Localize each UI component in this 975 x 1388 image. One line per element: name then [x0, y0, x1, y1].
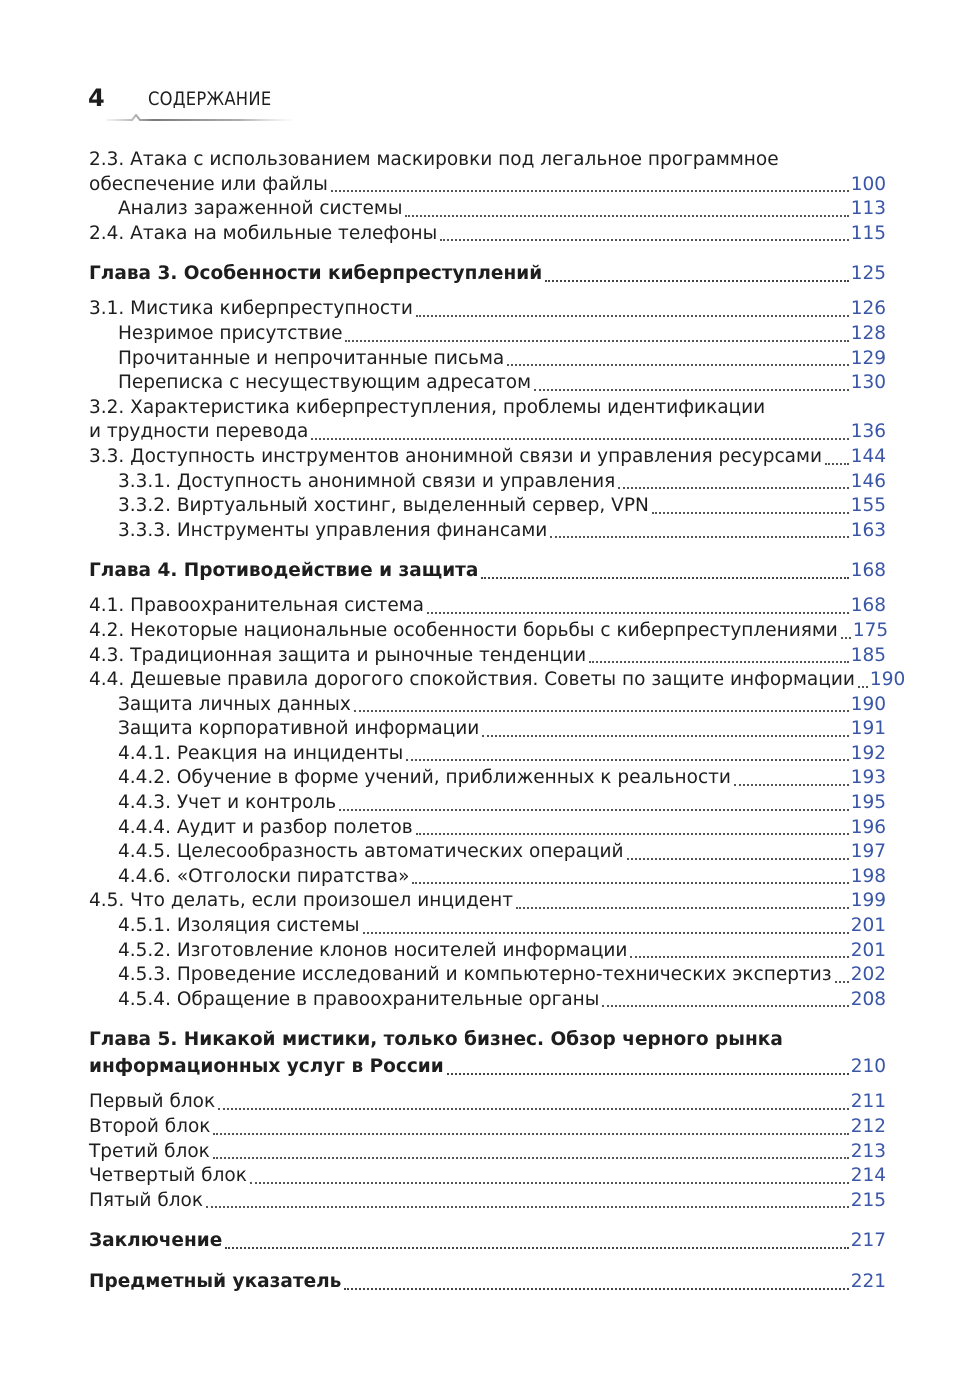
toc-entry[interactable] — [89, 644, 886, 669]
toc-entry[interactable] — [89, 1189, 886, 1214]
toc-entry-title: 4.3. Традиционная защита и рыночные тенденции — [89, 644, 587, 666]
toc-entry[interactable] — [89, 865, 886, 890]
toc-entry-title: Переписка с несуществующим адресатом — [118, 372, 532, 394]
toc-entry[interactable] — [89, 396, 886, 421]
toc-leader-dots — [416, 315, 849, 317]
toc-entry[interactable] — [89, 222, 886, 247]
header-rule-decoration — [106, 114, 296, 126]
toc-leader-dots — [344, 1288, 848, 1290]
toc-chapter-entry[interactable] — [89, 1227, 886, 1254]
toc-entry[interactable] — [89, 889, 886, 914]
toc-entry[interactable] — [89, 988, 886, 1013]
toc-leader-dots — [250, 1182, 849, 1184]
toc-leader-dots — [405, 215, 848, 217]
toc-entry-title: Защита личных данных — [118, 693, 351, 715]
toc-gap — [89, 1012, 886, 1026]
toc-entry[interactable] — [89, 197, 886, 222]
toc-entry-title: 4.4.5. Целесообразность автоматических операций — [118, 841, 624, 863]
toc-gap — [89, 1254, 886, 1268]
toc-gap — [89, 584, 886, 594]
toc-leader-dots — [618, 487, 848, 489]
toc-page-number[interactable]: 214 — [850, 1165, 886, 1187]
toc-page-number[interactable]: 199 — [850, 890, 886, 912]
toc-entry-title: 2.3. Атака с использованием маскировки под легальное программное — [89, 149, 779, 170]
toc-entry[interactable] — [89, 1140, 886, 1165]
toc-page-number[interactable]: 144 — [850, 445, 886, 467]
toc-entry[interactable] — [89, 494, 886, 519]
toc-page-number[interactable]: 198 — [850, 865, 886, 887]
toc-leader-dots — [516, 907, 849, 909]
toc-leader-dots — [545, 280, 849, 282]
toc-leader-dots — [225, 1247, 848, 1249]
toc-entry-title: 3.3.3. Инструменты управления финансами — [118, 519, 548, 541]
toc-page-number[interactable]: 202 — [850, 964, 886, 986]
toc-entry-title: обеспечение или файлы — [89, 173, 328, 195]
toc-entry-title: Второй блок — [89, 1116, 211, 1137]
toc-leader-dots — [652, 512, 849, 514]
toc-entry-title: Глава 5. Никакой мистики, только бизнес. Обзор черного рынка — [89, 1029, 783, 1051]
toc-leader-dots — [507, 364, 848, 366]
toc-page-number[interactable]: 217 — [850, 1230, 886, 1252]
toc-entry[interactable] — [89, 420, 886, 445]
toc-entry[interactable] — [89, 1090, 886, 1115]
toc-leader-dots — [440, 239, 848, 241]
toc-page-number[interactable]: 115 — [850, 222, 886, 244]
toc-entry[interactable] — [89, 693, 886, 718]
toc-entry-title: Четвертый блок — [89, 1165, 247, 1187]
toc-leader-dots — [734, 784, 849, 786]
toc-chapter-entry[interactable] — [89, 260, 886, 287]
toc-page-number[interactable]: 192 — [850, 742, 886, 764]
toc-entry-title: 3.3.1. Доступность анонимной связи и управления — [118, 470, 616, 492]
toc-leader-dots — [354, 710, 849, 712]
toc-page-number[interactable]: 125 — [850, 263, 886, 285]
toc-leader-dots — [447, 1073, 849, 1075]
toc-page-number[interactable]: 175 — [852, 619, 889, 641]
toc-entry[interactable] — [89, 939, 886, 964]
toc-leader-dots — [481, 577, 848, 579]
toc-page-number[interactable]: 155 — [850, 495, 886, 517]
toc-entry-title: 4.5.2. Изготовление клонов носителей информации — [118, 939, 628, 961]
toc-entry-title: 2.4. Атака на мобильные телефоны — [89, 222, 438, 244]
toc-page-number[interactable]: 196 — [850, 816, 886, 838]
toc-leader-dots — [534, 389, 849, 391]
toc-entry[interactable] — [89, 148, 886, 173]
toc-page-number[interactable]: 100 — [850, 173, 886, 195]
toc-page-number[interactable]: 128 — [850, 322, 886, 344]
toc-entry[interactable] — [89, 766, 886, 791]
toc-entry-title: информационных услуг в России — [89, 1056, 444, 1078]
toc-page-number[interactable]: 201 — [850, 939, 886, 961]
toc-leader-dots — [482, 735, 848, 737]
toc-page-number[interactable]: 126 — [850, 298, 886, 320]
toc-page-number[interactable]: 163 — [850, 519, 886, 541]
toc-page-number[interactable]: 215 — [850, 1189, 886, 1211]
toc-entry-title: 4.5.1. Изоляция системы — [118, 915, 360, 937]
toc-page-number[interactable]: 190 — [850, 693, 886, 715]
toc-leader-dots — [602, 1005, 848, 1007]
toc-entry[interactable] — [89, 371, 886, 396]
toc-entry-title: 4.4.1. Реакция на инциденты — [118, 742, 404, 764]
toc-leader-dots — [825, 463, 849, 465]
toc-entry[interactable] — [89, 742, 886, 767]
toc-entry-title: 4.5.4. Обращение в правоохранительные органы — [118, 988, 600, 1010]
toc-entry-title: 4.4. Дешевые правила дорогого спокойствия. Советы по защите информации — [89, 669, 855, 691]
toc-chapter-entry[interactable] — [89, 557, 886, 584]
toc-chapter-entry[interactable] — [89, 1268, 886, 1295]
toc-page-number[interactable]: 193 — [850, 767, 886, 789]
toc-page-number[interactable]: 190 — [869, 669, 906, 691]
toc-page-number[interactable]: 168 — [850, 595, 886, 617]
toc-entry-title: 4.1. Правоохранительная система — [89, 595, 425, 617]
toc-entry-title: Глава 3. Особенности киберпреступлений — [89, 263, 543, 285]
toc-gap — [89, 287, 886, 297]
toc-entry-title: Заключение — [89, 1230, 223, 1252]
toc-entry[interactable] — [89, 347, 886, 372]
toc-gap — [89, 1080, 886, 1090]
toc-entry-title: 3.3.2. Виртуальный хостинг, выделенный сервер, VPN — [118, 495, 649, 517]
toc-page-number[interactable]: 197 — [850, 841, 886, 863]
toc-leader-dots — [589, 661, 849, 663]
toc-entry[interactable] — [89, 963, 886, 988]
toc-entry-title: 3.3. Доступность инструментов анонимной связи и управления ресурсами — [89, 445, 822, 467]
toc-page-number[interactable]: 208 — [850, 988, 886, 1010]
toc-gap — [89, 543, 886, 557]
toc-page-number[interactable]: 168 — [850, 560, 886, 582]
toc-entry-title: 4.4.4. Аудит и разбор полетов — [118, 816, 413, 838]
toc-entry[interactable] — [89, 717, 886, 742]
toc-entry[interactable] — [89, 322, 886, 347]
toc-chapter-entry[interactable] — [89, 1053, 886, 1080]
toc-leader-dots — [630, 956, 848, 958]
toc-leader-dots — [416, 833, 849, 835]
toc-entry-title: 4.5. Что делать, если произошел инцидент — [89, 890, 514, 912]
toc-page-number[interactable]: 195 — [850, 792, 886, 814]
toc-leader-dots — [339, 809, 849, 811]
toc-leader-dots — [213, 1157, 849, 1159]
toc-page-number[interactable]: 130 — [850, 372, 886, 394]
toc-page-number[interactable]: 211 — [850, 1091, 886, 1113]
toc-entry[interactable] — [89, 791, 886, 816]
toc-page-number[interactable]: 213 — [850, 1140, 886, 1162]
toc-entry[interactable] — [89, 1115, 886, 1140]
toc-entry-title: 3.2. Характеристика киберпреступления, проблемы идентификации — [89, 396, 766, 418]
toc-page-number[interactable]: 129 — [850, 347, 886, 369]
table-of-contents — [89, 148, 906, 1295]
toc-page-number[interactable]: 113 — [850, 198, 886, 220]
toc-entry-title: 3.1. Мистика киберпреступности — [89, 298, 413, 320]
toc-leader-dots — [363, 932, 849, 934]
toc-entry-title: 4.2. Некоторые национальные особенности борьбы с киберпреступлениями — [89, 619, 838, 641]
toc-entry-title: Предметный указатель — [89, 1271, 342, 1293]
toc-entry-title: 4.5.3. Проведение исследований и компьютерно-технических экспертиз — [118, 964, 832, 986]
toc-page-number[interactable]: 221 — [850, 1271, 886, 1293]
page-number: 4 — [88, 84, 105, 112]
running-title: СОДЕРЖАНИЕ — [148, 88, 272, 110]
toc-leader-dots — [345, 340, 848, 342]
toc-entry[interactable] — [89, 173, 886, 198]
toc-leader-dots — [213, 1133, 848, 1135]
toc-entry-title: Прочитанные и непрочитанные письма — [118, 347, 505, 369]
toc-entry-title: Первый блок — [89, 1091, 216, 1113]
toc-leader-dots — [406, 759, 848, 761]
toc-chapter-entry[interactable] — [89, 1026, 886, 1053]
toc-leader-dots — [627, 858, 849, 860]
toc-entry-title: 4.4.2. Обучение в форме учений, приближенных к реальности — [118, 767, 731, 789]
toc-entry-title: 4.4.3. Учет и контроль — [118, 792, 337, 814]
toc-entry-title: и трудности перевода — [89, 421, 309, 443]
toc-page-number[interactable]: 185 — [850, 644, 886, 666]
toc-entry[interactable] — [89, 619, 889, 644]
toc-page-number[interactable]: 212 — [850, 1116, 886, 1137]
toc-entry[interactable] — [89, 470, 886, 495]
toc-leader-dots — [858, 686, 868, 688]
toc-entry-title: Пятый блок — [89, 1189, 204, 1211]
toc-entry[interactable] — [89, 1164, 886, 1189]
toc-entry-title: Третий блок — [89, 1140, 210, 1162]
toc-entry-title: Глава 4. Противодействие и защита — [89, 560, 479, 582]
toc-entry[interactable] — [89, 816, 886, 841]
toc-entry[interactable] — [89, 519, 886, 544]
toc-leader-dots — [841, 637, 851, 639]
toc-entry[interactable] — [89, 297, 886, 322]
toc-page-number[interactable]: 210 — [850, 1056, 886, 1078]
toc-page-number[interactable]: 146 — [850, 470, 886, 492]
toc-leader-dots — [427, 612, 849, 614]
toc-leader-dots — [835, 981, 849, 983]
toc-leader-dots — [218, 1108, 849, 1110]
toc-entry[interactable] — [89, 914, 886, 939]
toc-gap — [89, 1213, 886, 1227]
toc-leader-dots — [331, 190, 849, 192]
toc-entry[interactable] — [89, 445, 886, 470]
toc-leader-dots — [550, 536, 848, 538]
toc-entry[interactable] — [89, 594, 886, 619]
toc-page-number[interactable]: 201 — [850, 915, 886, 937]
toc-leader-dots — [311, 438, 848, 440]
toc-entry-title: Защита корпоративной информации — [118, 718, 480, 740]
toc-page-number[interactable]: 191 — [850, 718, 886, 740]
toc-page-number[interactable]: 136 — [850, 421, 886, 443]
toc-leader-dots — [206, 1206, 849, 1208]
toc-entry-title: Анализ зараженной системы — [118, 198, 403, 220]
toc-leader-dots — [412, 882, 848, 884]
toc-entry[interactable] — [89, 668, 906, 693]
toc-entry-title: Незримое присутствие — [118, 322, 343, 344]
toc-entry[interactable] — [89, 840, 886, 865]
toc-entry-title: 4.4.6. «Отголоски пиратства» — [118, 865, 410, 887]
toc-gap — [89, 246, 886, 260]
